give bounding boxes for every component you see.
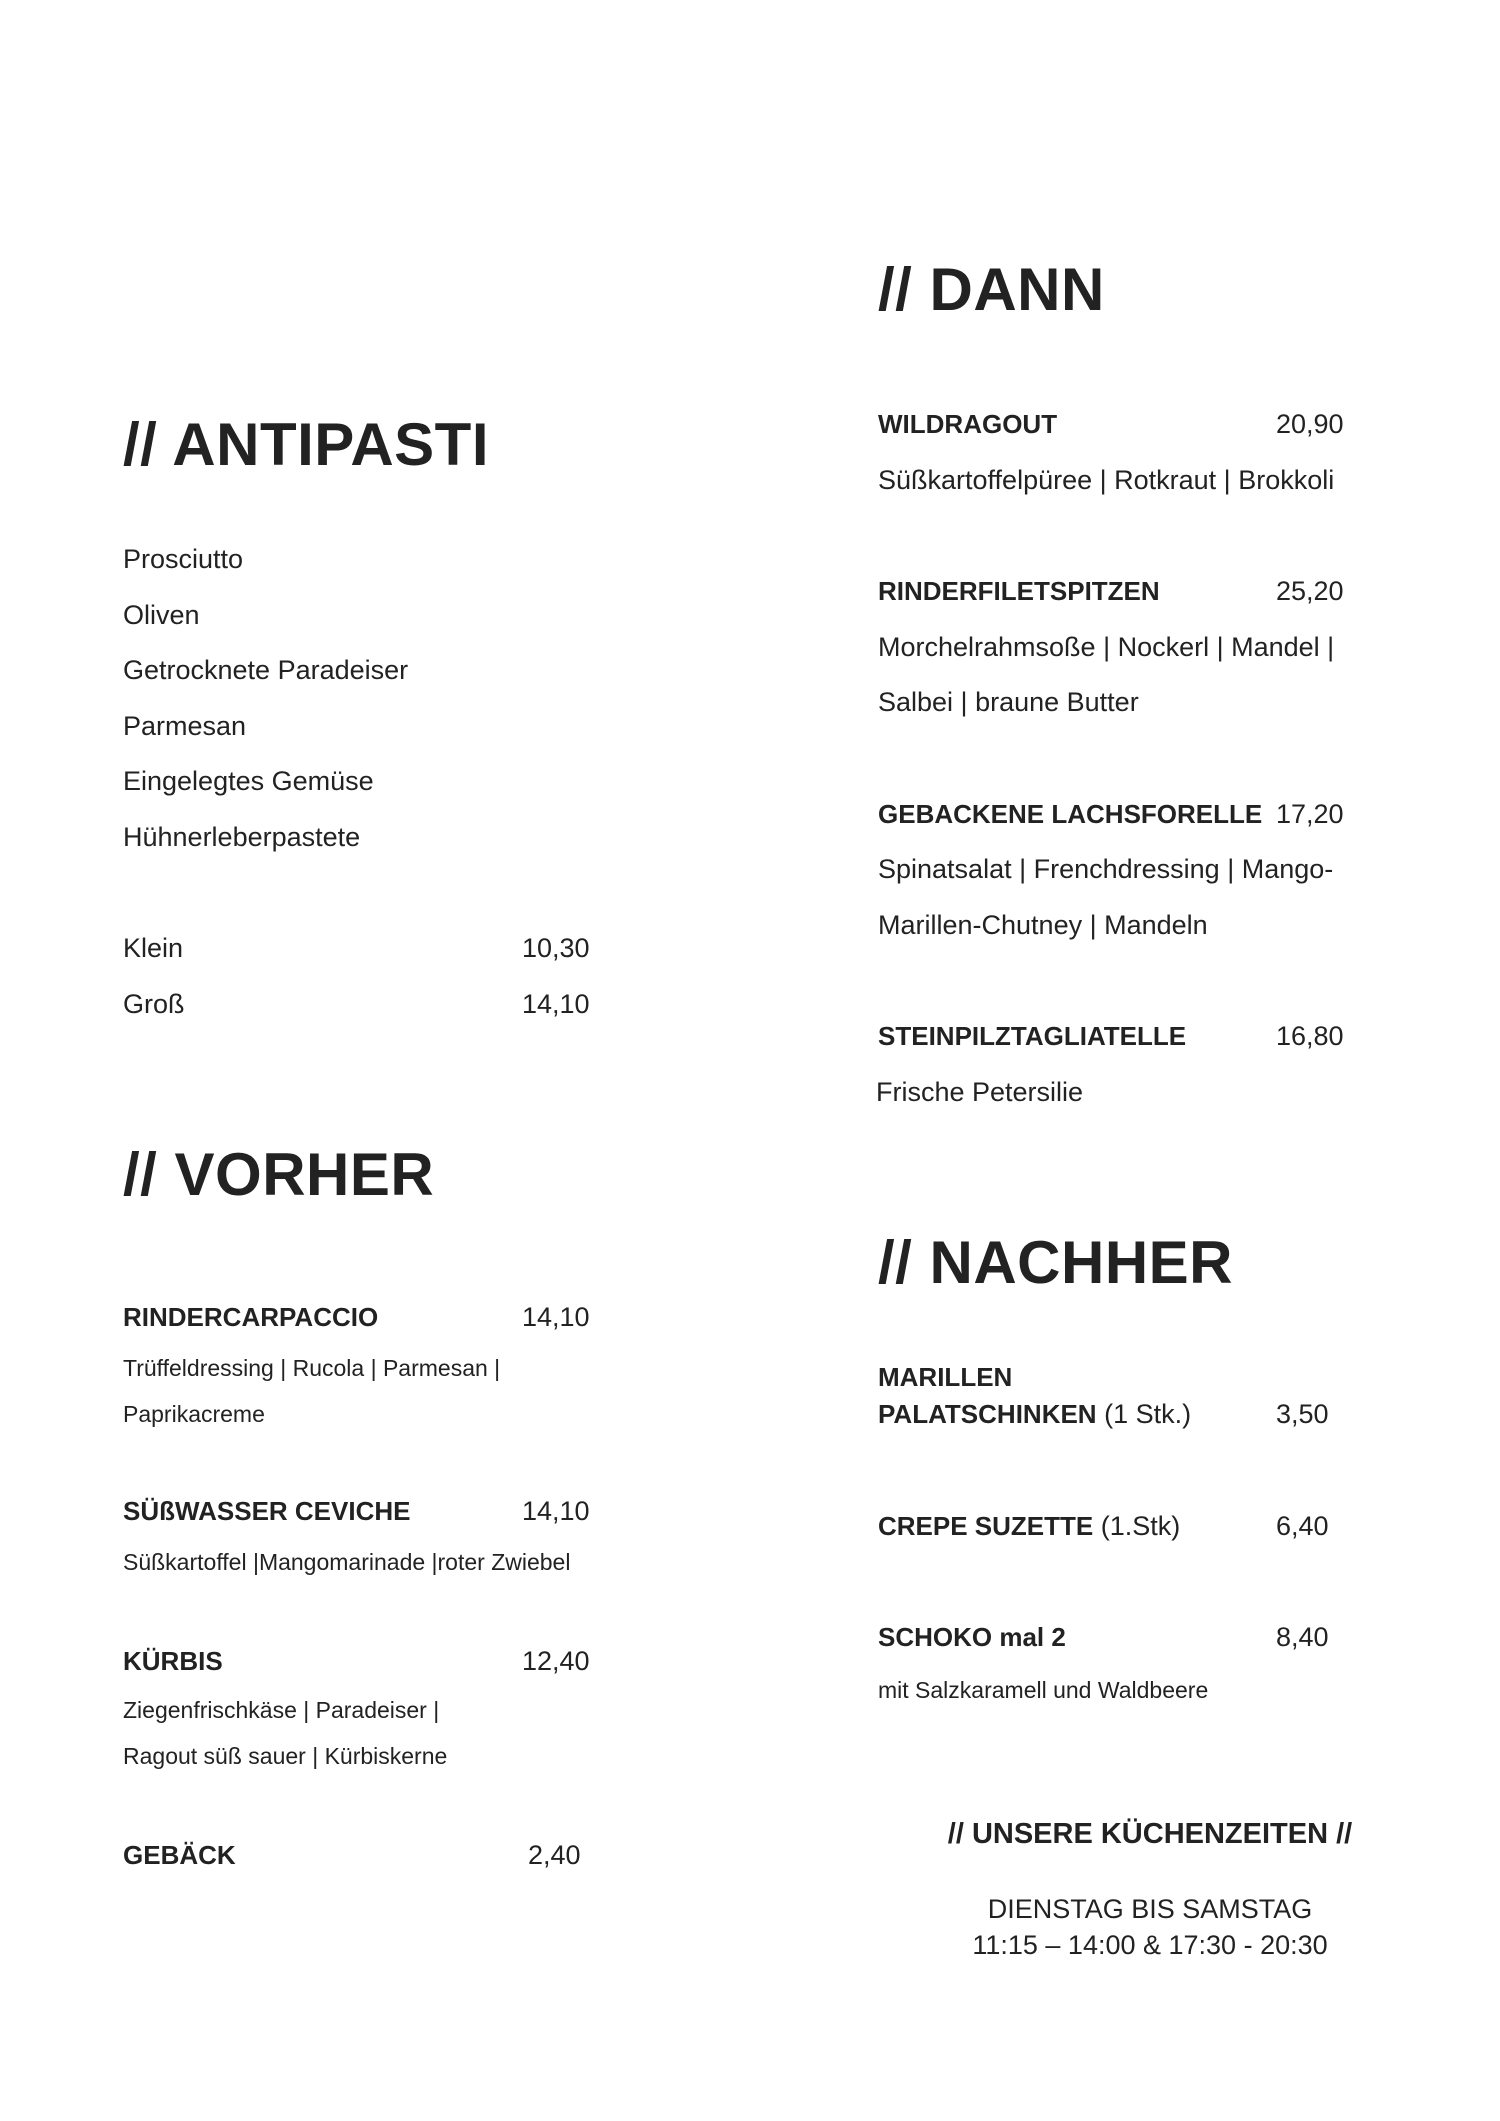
size-label-large: Groß (123, 989, 185, 1019)
dish-name: GEBACKENE LACHSFORELLE (878, 799, 1263, 829)
dish-name: PALATSCHINKEN (878, 1399, 1097, 1429)
dish-price: 2,40 (528, 1840, 581, 1870)
dish-price: 14,10 (522, 1302, 590, 1332)
dish-desc: Marillen-Chutney | Mandeln (878, 910, 1208, 940)
dish-desc: Salbei | braune Butter (878, 687, 1139, 717)
size-price-large: 14,10 (522, 989, 590, 1019)
list-item: Eingelegtes Gemüse (123, 766, 374, 796)
dish-desc: mit Salzkaramell und Waldbeere (878, 1677, 1209, 1703)
dish-qty: (1 Stk.) (1096, 1399, 1192, 1429)
dish-name: STEINPILZTAGLIATELLE (878, 1021, 1187, 1051)
list-item: Parmesan (123, 711, 247, 741)
dish-desc: Spinatsalat | Frenchdressing | Mango- (878, 854, 1334, 884)
dish-name-line (878, 1399, 1191, 1430)
dish-desc: Paprikacreme (123, 1401, 265, 1427)
dish-desc: Frische Petersilie (876, 1077, 1084, 1107)
hours-heading: // UNSERE KÜCHENZEITEN // (947, 1818, 1353, 1850)
vorher-heading: // VORHER (123, 1141, 435, 1208)
dish-price: 8,40 (1276, 1622, 1329, 1652)
dish-desc: Trüffeldressing | Rucola | Parmesan | (123, 1355, 501, 1381)
dish-price: 6,40 (1276, 1511, 1329, 1541)
dish-desc: Ragout süß sauer | Kürbiskerne (123, 1743, 448, 1769)
size-price-small: 10,30 (522, 933, 590, 963)
dish-name: CREPE SUZETTE (878, 1511, 1094, 1541)
dish-name: GEBÄCK (123, 1840, 236, 1870)
dish-name-line (878, 1511, 1180, 1542)
dish-name: WILDRAGOUT (878, 409, 1058, 439)
dish-price: 25,20 (1276, 576, 1344, 606)
dish-price: 17,20 (1276, 799, 1344, 829)
list-item: Getrocknete Paradeiser (123, 655, 409, 685)
dish-price: 20,90 (1276, 409, 1344, 439)
dish-price: 12,40 (522, 1646, 590, 1676)
antipasti-heading: // ANTIPASTI (123, 411, 489, 478)
list-item: Hühnerleberpastete (123, 822, 361, 852)
dish-name: SÜßWASSER CEVICHE (123, 1496, 411, 1526)
dish-desc: Süßkartoffelpüree | Rotkraut | Brokkoli (878, 465, 1335, 495)
dish-price: 3,50 (1276, 1399, 1329, 1429)
dish-name: KÜRBIS (123, 1646, 223, 1676)
dish-desc: Ziegenfrischkäse | Paradeiser | (123, 1697, 440, 1723)
dish-price: 16,80 (1276, 1021, 1344, 1051)
hours-times: 11:15 – 14:00 & 17:30 - 20:30 (972, 1930, 1328, 1960)
nachher-heading: // NACHHER (878, 1229, 1234, 1296)
hours-days: DIENSTAG BIS SAMSTAG (987, 1894, 1313, 1924)
dann-heading: // DANN (878, 256, 1105, 323)
dish-desc: Morchelrahmsoße | Nockerl | Mandel | (878, 632, 1335, 662)
dish-name: RINDERFILETSPITZEN (878, 576, 1160, 606)
list-item: Oliven (123, 600, 200, 630)
dish-price: 14,10 (522, 1496, 590, 1526)
dish-name: RINDERCARPACCIO (123, 1302, 379, 1332)
dish-name: MARILLEN (878, 1362, 1013, 1392)
list-item: Prosciutto (123, 544, 244, 574)
dish-name: SCHOKO mal 2 (878, 1622, 1066, 1652)
dish-desc: Süßkartoffel |Mangomarinade |roter Zwiebel (123, 1549, 571, 1575)
dish-qty: (1.Stk) (1093, 1511, 1181, 1541)
size-label-small: Klein (123, 933, 184, 963)
